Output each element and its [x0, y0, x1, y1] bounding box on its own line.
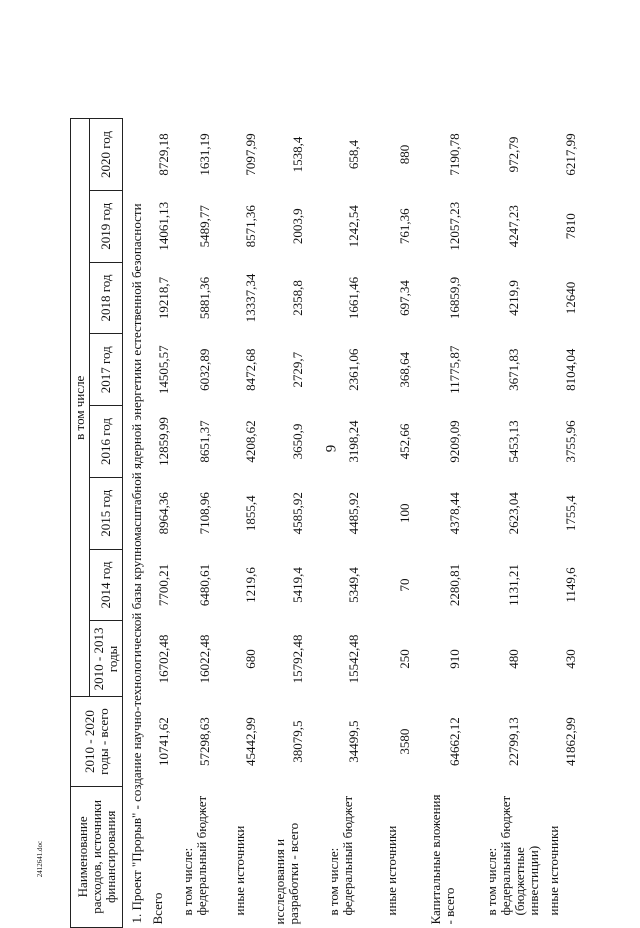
row-value: 14061,13: [156, 201, 171, 251]
table-row: [179, 119, 231, 928]
row-value: 3755,96: [563, 420, 578, 463]
row-label: в том числе: федеральный бюджет: [180, 795, 209, 916]
table-row: [231, 119, 271, 928]
row-value: 8729,18: [156, 133, 171, 176]
row-value: 7108,96: [197, 492, 212, 535]
row-value: 2361,06: [346, 348, 361, 391]
row-value: 3650,9: [290, 423, 305, 460]
row-value: 452,66: [397, 423, 412, 460]
row-value: 880: [397, 144, 412, 165]
page-number: 9: [323, 444, 340, 453]
row-value: 5419,4: [290, 567, 305, 603]
header-year: 2017 год: [90, 334, 123, 406]
row-value: 658,4: [346, 139, 361, 170]
row-value: 680: [243, 649, 258, 669]
row-label: Всего: [150, 892, 165, 925]
footer-filename: 2412641.doc: [36, 840, 44, 878]
row-value: 12057,23: [447, 201, 462, 251]
row-value: 1242,54: [346, 205, 361, 248]
row-value: 41862,99: [563, 717, 578, 766]
row-value: 4219,9: [506, 280, 521, 316]
row-value: 1131,21: [506, 564, 521, 606]
row-value: 7190,78: [447, 133, 462, 176]
row-value: 2003,9: [290, 208, 305, 245]
row-value: 4208,62: [243, 420, 258, 463]
row-value: 5453,13: [506, 420, 521, 463]
row-label: иные источники: [384, 825, 399, 916]
header-col-total: 2010 - 2020 годы - всего: [71, 697, 123, 786]
section-title: 1. Проект "Прорыв" - создание научно-технологической базы крупномасштабной ядерной энергетики естественной безопасности: [129, 203, 144, 924]
row-value: 7700,21: [156, 563, 171, 607]
row-value: 5349,4: [346, 567, 361, 603]
row-value: 22799,13: [506, 717, 521, 766]
row-value: 697,34: [397, 280, 412, 316]
row-value: 8964,36: [156, 492, 171, 535]
table-row: [149, 119, 179, 928]
row-value: 15542,48: [346, 634, 361, 684]
row-value: 2623,04: [506, 492, 521, 535]
row-value: 45442,99: [243, 717, 258, 766]
row-label: в том числе: федеральный бюджет (бюджетные инвестиции): [484, 795, 541, 916]
table-row: [271, 119, 325, 928]
row-value: 910: [447, 649, 462, 669]
row-value: 7097,99: [243, 133, 258, 176]
header-year: 2015 год: [90, 477, 123, 549]
row-value: 4247,23: [506, 205, 521, 248]
table-row: [545, 119, 597, 928]
row-value: 4585,92: [290, 492, 305, 535]
row-value: 6032,89: [197, 348, 212, 391]
row-value: 6480,61: [197, 563, 212, 607]
row-value: 1855,4: [243, 495, 258, 532]
row-value: 3671,83: [506, 348, 521, 391]
row-value: 57298,63: [197, 717, 212, 766]
row-value: 2729,7: [290, 351, 305, 388]
row-value: 7810: [563, 213, 578, 240]
row-value: 761,36: [397, 208, 412, 245]
row-value: 4485,92: [346, 492, 361, 535]
row-value: 5489,77: [197, 205, 212, 248]
row-value: 19218,7: [156, 276, 171, 320]
row-value: 11775,87: [447, 345, 462, 394]
financing-table: [70, 118, 597, 928]
row-value: 430: [563, 649, 578, 669]
row-value: 14505,57: [156, 345, 171, 395]
row-value: 64662,12: [447, 717, 462, 766]
row-value: 1755,4: [563, 495, 578, 532]
row-value: 972,79: [506, 136, 521, 173]
row-value: 250: [397, 649, 412, 669]
header-group: в том числе: [71, 119, 90, 698]
row-value: 10741,62: [156, 717, 171, 766]
row-label: Капитальные вложения - всего: [428, 794, 457, 925]
row-value: 1661,46: [346, 276, 361, 320]
row-value: 8571,36: [243, 205, 258, 248]
row-value: 9209,09: [447, 420, 462, 463]
row-value: 480: [506, 649, 521, 669]
row-value: 3198,24: [346, 420, 361, 463]
table-row: [383, 119, 427, 928]
row-value: 38079,5: [290, 720, 305, 763]
row-value: 70: [397, 578, 412, 592]
row-value: 1631,19: [197, 133, 212, 176]
table-row: [325, 119, 383, 928]
row-value: 1219,6: [243, 567, 258, 603]
header-year: 2019 год: [90, 190, 123, 262]
row-value: 368,64: [397, 351, 412, 388]
row-value: 13337,34: [243, 273, 258, 323]
table-row: [427, 119, 483, 928]
row-value: 16022,48: [197, 634, 212, 684]
row-value: 1538,4: [290, 136, 305, 173]
row-value: 6217,99: [563, 133, 578, 176]
header-year: 2010 - 2013 годы: [90, 621, 123, 697]
row-value: 16859,9: [447, 276, 462, 320]
row-value: 12859,99: [156, 417, 171, 466]
row-value: 15792,48: [290, 634, 305, 684]
table-row: [483, 119, 545, 928]
financing-table-rotated: [70, 118, 590, 928]
row-label: иные источники: [546, 825, 561, 916]
row-value: 8651,37: [197, 420, 212, 463]
row-label: исследования и разработки - всего: [272, 822, 301, 925]
row-value: 2358,8: [290, 280, 305, 316]
header-col-name: Наименование расходов, источники финансирования: [71, 786, 123, 927]
row-value: 8472,68: [243, 348, 258, 391]
row-value: 4378,44: [447, 492, 462, 535]
row-value: 1149,6: [563, 567, 578, 603]
header-year: 2016 год: [90, 406, 123, 478]
row-label: в том числе: федеральный бюджет: [326, 795, 355, 916]
row-label: иные источники: [232, 825, 247, 916]
header-year: 2020 год: [90, 119, 123, 191]
row-value: 16702,48: [156, 634, 171, 684]
row-value: 2280,81: [447, 563, 462, 607]
row-value: 3580: [397, 728, 412, 755]
header-year: 2014 год: [90, 549, 123, 621]
row-value: 100: [397, 503, 412, 524]
row-value: 12640: [563, 281, 578, 315]
row-value: 8104,04: [563, 348, 578, 391]
row-value: 5881,36: [197, 276, 212, 320]
header-year: 2018 год: [90, 262, 123, 334]
row-value: 34499,5: [346, 720, 361, 763]
